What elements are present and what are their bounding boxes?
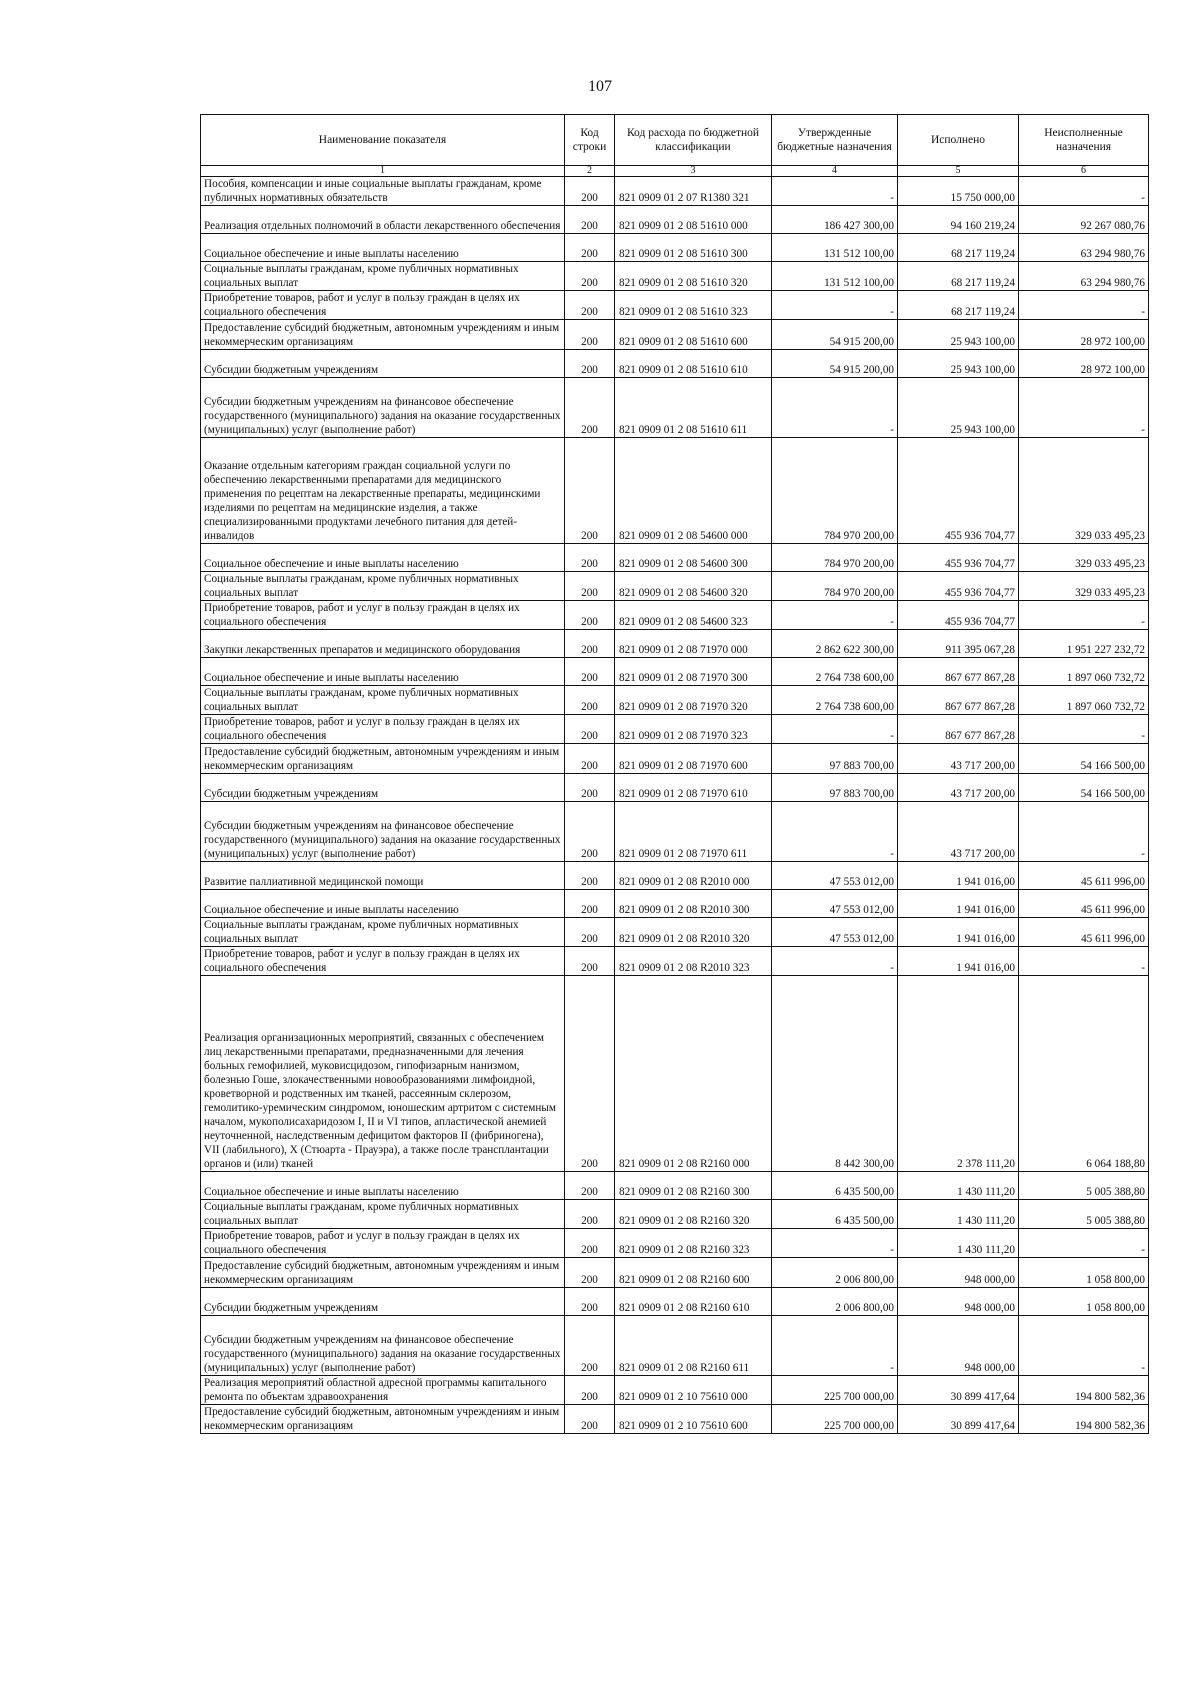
row-unexecuted: 45 611 996,00 [1019, 862, 1149, 890]
row-line-code: 200 [565, 206, 615, 234]
table-row [201, 976, 1149, 1172]
row-executed: 455 936 704,77 [898, 544, 1019, 572]
row-expense-code: 821 0909 01 2 08 54600 320 [615, 572, 772, 601]
table-row [201, 744, 1149, 774]
row-approved: 2 764 738 600,00 [772, 686, 898, 715]
row-approved: 186 427 300,00 [772, 206, 898, 234]
row-name: Социальные выплаты гражданам, кроме публичных нормативных социальных выплат [201, 686, 565, 715]
row-unexecuted: - [1019, 1229, 1149, 1258]
row-approved: 131 512 100,00 [772, 262, 898, 291]
table-row [201, 262, 1149, 291]
row-name: Пособия, компенсации и иные социальные выплаты гражданам, кроме публичных нормативных обязательств [201, 177, 565, 206]
header-unexecuted: Неисполненные назначения [1019, 115, 1149, 166]
row-line-code: 200 [565, 1316, 615, 1376]
row-approved: - [772, 715, 898, 744]
row-unexecuted: - [1019, 378, 1149, 438]
row-line-code: 200 [565, 774, 615, 802]
row-unexecuted: - [1019, 601, 1149, 630]
row-unexecuted: 1 897 060 732,72 [1019, 686, 1149, 715]
row-line-code: 200 [565, 802, 615, 862]
row-name: Предоставление субсидий бюджетным, автономным учреждениям и иным некоммерческим организациям [201, 1405, 565, 1434]
row-line-code: 200 [565, 378, 615, 438]
row-approved: 784 970 200,00 [772, 572, 898, 601]
row-expense-code: 821 0909 01 2 08 51610 600 [615, 320, 772, 350]
row-unexecuted: 28 972 100,00 [1019, 350, 1149, 378]
header-name: Наименование показателя [201, 115, 565, 166]
row-name: Реализация отдельных полномочий в области лекарственного обеспечения [201, 206, 565, 234]
table-row [201, 1405, 1149, 1434]
row-line-code: 200 [565, 715, 615, 744]
row-expense-code: 821 0909 01 2 08 R2160 000 [615, 976, 772, 1172]
row-expense-code: 821 0909 01 2 08 71970 000 [615, 630, 772, 658]
row-unexecuted: 1 058 800,00 [1019, 1258, 1149, 1288]
row-name: Социальные выплаты гражданам, кроме публичных нормативных социальных выплат [201, 1200, 565, 1229]
table-row [201, 658, 1149, 686]
row-executed: 1 430 111,20 [898, 1200, 1019, 1229]
row-line-code: 200 [565, 1288, 615, 1316]
row-expense-code: 821 0909 01 2 08 51610 611 [615, 378, 772, 438]
row-line-code: 200 [565, 572, 615, 601]
page-number: 107 [588, 78, 612, 95]
table-row [201, 918, 1149, 947]
row-unexecuted: 5 005 388,80 [1019, 1172, 1149, 1200]
table-row [201, 774, 1149, 802]
row-line-code: 200 [565, 976, 615, 1172]
row-executed: 30 899 417,64 [898, 1376, 1019, 1405]
row-name: Предоставление субсидий бюджетным, автономным учреждениям и иным некоммерческим организациям [201, 744, 565, 774]
row-expense-code: 821 0909 01 2 10 75610 000 [615, 1376, 772, 1405]
row-expense-code: 821 0909 01 2 08 R2010 000 [615, 862, 772, 890]
row-name: Социальные выплаты гражданам, кроме публичных нормативных социальных выплат [201, 918, 565, 947]
header-line-code: Код строки [565, 115, 615, 166]
row-executed: 948 000,00 [898, 1316, 1019, 1376]
row-expense-code: 821 0909 01 2 08 51610 000 [615, 206, 772, 234]
column-number: 2 [565, 166, 615, 177]
row-approved: - [772, 1316, 898, 1376]
row-executed: 30 899 417,64 [898, 1405, 1019, 1434]
row-approved: 6 435 500,00 [772, 1172, 898, 1200]
row-executed: 1 430 111,20 [898, 1172, 1019, 1200]
row-approved: - [772, 802, 898, 862]
row-expense-code: 821 0909 01 2 08 71970 600 [615, 744, 772, 774]
row-name: Развитие паллиативной медицинской помощи [201, 862, 565, 890]
table-row [201, 1376, 1149, 1405]
row-name: Предоставление субсидий бюджетным, автономным учреждениям и иным некоммерческим организациям [201, 1258, 565, 1288]
row-approved: 2 006 800,00 [772, 1258, 898, 1288]
row-name: Закупки лекарственных препаратов и медицинского оборудования [201, 630, 565, 658]
row-executed: 68 217 119,24 [898, 291, 1019, 320]
column-number-row [201, 166, 1149, 177]
row-approved: 54 915 200,00 [772, 320, 898, 350]
row-executed: 911 395 067,28 [898, 630, 1019, 658]
table-row [201, 1172, 1149, 1200]
row-line-code: 200 [565, 262, 615, 291]
table-row [201, 1258, 1149, 1288]
row-name: Социальное обеспечение и иные выплаты населению [201, 234, 565, 262]
row-executed: 455 936 704,77 [898, 572, 1019, 601]
row-executed: 1 941 016,00 [898, 862, 1019, 890]
row-executed: 948 000,00 [898, 1258, 1019, 1288]
row-expense-code: 821 0909 01 2 08 51610 323 [615, 291, 772, 320]
row-unexecuted: 329 033 495,23 [1019, 572, 1149, 601]
row-unexecuted: 194 800 582,36 [1019, 1405, 1149, 1434]
row-expense-code: 821 0909 01 2 08 R2010 323 [615, 947, 772, 976]
table-row [201, 234, 1149, 262]
row-executed: 2 378 111,20 [898, 976, 1019, 1172]
row-executed: 68 217 119,24 [898, 234, 1019, 262]
row-executed: 1 941 016,00 [898, 947, 1019, 976]
row-approved: - [772, 947, 898, 976]
row-executed: 43 717 200,00 [898, 802, 1019, 862]
row-line-code: 200 [565, 601, 615, 630]
row-line-code: 200 [565, 1376, 615, 1405]
table-row [201, 320, 1149, 350]
row-name: Субсидии бюджетным учреждениям [201, 350, 565, 378]
row-executed: 867 677 867,28 [898, 658, 1019, 686]
row-unexecuted: 1 897 060 732,72 [1019, 658, 1149, 686]
row-unexecuted: 1 058 800,00 [1019, 1288, 1149, 1316]
table-row [201, 1316, 1149, 1376]
row-line-code: 200 [565, 890, 615, 918]
table-row [201, 206, 1149, 234]
row-unexecuted: 6 064 188,80 [1019, 976, 1149, 1172]
row-unexecuted: - [1019, 715, 1149, 744]
row-line-code: 200 [565, 320, 615, 350]
row-unexecuted: 45 611 996,00 [1019, 918, 1149, 947]
row-name: Социальные выплаты гражданам, кроме публичных нормативных социальных выплат [201, 262, 565, 291]
row-expense-code: 821 0909 01 2 07 R1380 321 [615, 177, 772, 206]
row-unexecuted: - [1019, 291, 1149, 320]
row-name: Социальное обеспечение и иные выплаты населению [201, 890, 565, 918]
row-expense-code: 821 0909 01 2 08 51610 610 [615, 350, 772, 378]
row-line-code: 200 [565, 291, 615, 320]
row-line-code: 200 [565, 1405, 615, 1434]
row-approved: 2 764 738 600,00 [772, 658, 898, 686]
row-name: Реализация мероприятий областной адресной программы капитального ремонта по объектам здравоохранения [201, 1376, 565, 1405]
row-approved: - [772, 1229, 898, 1258]
table-body [201, 177, 1149, 1434]
row-approved: 225 700 000,00 [772, 1376, 898, 1405]
row-name: Приобретение товаров, работ и услуг в пользу граждан в целях их социального обеспечения [201, 1229, 565, 1258]
row-expense-code: 821 0909 01 2 08 51610 300 [615, 234, 772, 262]
row-line-code: 200 [565, 1229, 615, 1258]
row-expense-code: 821 0909 01 2 08 R2160 610 [615, 1288, 772, 1316]
row-approved: 54 915 200,00 [772, 350, 898, 378]
row-unexecuted: 63 294 980,76 [1019, 262, 1149, 291]
row-expense-code: 821 0909 01 2 08 71970 320 [615, 686, 772, 715]
table-row [201, 291, 1149, 320]
row-line-code: 200 [565, 947, 615, 976]
column-number: 3 [615, 166, 772, 177]
column-number: 1 [201, 166, 565, 177]
row-name: Субсидии бюджетным учреждениям на финансовое обеспечение государственного (муниципального) задания на оказание государственных (муниципальных) услуг (выполнение работ) [201, 802, 565, 862]
row-expense-code: 821 0909 01 2 08 71970 610 [615, 774, 772, 802]
row-unexecuted: 329 033 495,23 [1019, 544, 1149, 572]
row-approved: 2 862 622 300,00 [772, 630, 898, 658]
row-name: Субсидии бюджетным учреждениям на финансовое обеспечение государственного (муниципального) задания на оказание государственных (муниципальных) услуг (выполнение работ) [201, 1316, 565, 1376]
row-approved: - [772, 177, 898, 206]
row-line-code: 200 [565, 630, 615, 658]
table-row [201, 1200, 1149, 1229]
row-expense-code: 821 0909 01 2 08 R2010 300 [615, 890, 772, 918]
table-row [201, 802, 1149, 862]
row-unexecuted: 5 005 388,80 [1019, 1200, 1149, 1229]
row-line-code: 200 [565, 744, 615, 774]
table-row [201, 686, 1149, 715]
row-approved: 784 970 200,00 [772, 438, 898, 544]
row-executed: 1 430 111,20 [898, 1229, 1019, 1258]
row-executed: 43 717 200,00 [898, 744, 1019, 774]
row-name: Субсидии бюджетным учреждениям на финансовое обеспечение государственного (муниципального) задания на оказание государственных (муниципальных) услуг (выполнение работ) [201, 378, 565, 438]
header-approved: Утвержденные бюджетные назначения [772, 115, 898, 166]
row-executed: 15 750 000,00 [898, 177, 1019, 206]
row-line-code: 200 [565, 918, 615, 947]
table-row [201, 378, 1149, 438]
row-expense-code: 821 0909 01 2 08 54600 323 [615, 601, 772, 630]
row-name: Социальное обеспечение и иные выплаты населению [201, 1172, 565, 1200]
row-line-code: 200 [565, 862, 615, 890]
row-name: Социальные выплаты гражданам, кроме публичных нормативных социальных выплат [201, 572, 565, 601]
row-approved: 97 883 700,00 [772, 744, 898, 774]
row-approved: 131 512 100,00 [772, 234, 898, 262]
row-name: Социальное обеспечение и иные выплаты населению [201, 544, 565, 572]
row-line-code: 200 [565, 686, 615, 715]
table-row [201, 544, 1149, 572]
row-executed: 68 217 119,24 [898, 262, 1019, 291]
table-row [201, 350, 1149, 378]
row-executed: 1 941 016,00 [898, 918, 1019, 947]
row-name: Субсидии бюджетным учреждениям [201, 1288, 565, 1316]
row-line-code: 200 [565, 350, 615, 378]
row-expense-code: 821 0909 01 2 08 71970 323 [615, 715, 772, 744]
row-line-code: 200 [565, 234, 615, 262]
row-approved: 225 700 000,00 [772, 1405, 898, 1434]
row-line-code: 200 [565, 1200, 615, 1229]
row-unexecuted: 63 294 980,76 [1019, 234, 1149, 262]
row-unexecuted: 28 972 100,00 [1019, 320, 1149, 350]
row-name: Социальное обеспечение и иные выплаты населению [201, 658, 565, 686]
row-executed: 25 943 100,00 [898, 320, 1019, 350]
row-approved: 97 883 700,00 [772, 774, 898, 802]
row-executed: 1 941 016,00 [898, 890, 1019, 918]
row-unexecuted: - [1019, 802, 1149, 862]
table-row [201, 890, 1149, 918]
row-approved: - [772, 378, 898, 438]
row-executed: 455 936 704,77 [898, 438, 1019, 544]
row-executed: 948 000,00 [898, 1288, 1019, 1316]
row-name: Оказание отдельным категориям граждан социальной услуги по обеспечению лекарственными препаратами для медицинского применения по рецептам на лекарственные препараты, медицинскими изделиями по рецептам на медицинские изделия, а также специализированными продуктами лечебного питания для детей-инвалидов [201, 438, 565, 544]
column-number: 5 [898, 166, 1019, 177]
row-executed: 455 936 704,77 [898, 601, 1019, 630]
row-line-code: 200 [565, 658, 615, 686]
row-expense-code: 821 0909 01 2 08 R2160 611 [615, 1316, 772, 1376]
header-expense-code: Код расхода по бюджетной классификации [615, 115, 772, 166]
row-approved: 47 553 012,00 [772, 918, 898, 947]
table-row [201, 862, 1149, 890]
row-unexecuted: - [1019, 1316, 1149, 1376]
row-line-code: 200 [565, 177, 615, 206]
column-number: 4 [772, 166, 898, 177]
row-line-code: 200 [565, 1258, 615, 1288]
header-executed: Исполнено [898, 115, 1019, 166]
row-approved: 2 006 800,00 [772, 1288, 898, 1316]
row-expense-code: 821 0909 01 2 08 71970 611 [615, 802, 772, 862]
row-line-code: 200 [565, 544, 615, 572]
row-approved: 47 553 012,00 [772, 890, 898, 918]
row-name: Приобретение товаров, работ и услуг в пользу граждан в целях их социального обеспечения [201, 291, 565, 320]
row-expense-code: 821 0909 01 2 08 R2160 600 [615, 1258, 772, 1288]
row-expense-code: 821 0909 01 2 08 R2160 323 [615, 1229, 772, 1258]
column-number: 6 [1019, 166, 1149, 177]
row-expense-code: 821 0909 01 2 08 71970 300 [615, 658, 772, 686]
row-executed: 867 677 867,28 [898, 686, 1019, 715]
row-name: Субсидии бюджетным учреждениям [201, 774, 565, 802]
row-expense-code: 821 0909 01 2 10 75610 600 [615, 1405, 772, 1434]
row-name: Приобретение товаров, работ и услуг в пользу граждан в целях их социального обеспечения [201, 601, 565, 630]
budget-execution-table [200, 114, 1149, 1434]
table-row [201, 715, 1149, 744]
row-line-code: 200 [565, 1172, 615, 1200]
row-name: Реализация организационных мероприятий, связанных с обеспечением лиц лекарственными препаратами, предназначенными для лечения больных гемофилией, муковисцидозом, гипофизарным нанизмом, болезнью Гоше, злокачественными новообразованиями лимфоидной, кроветворной и родственных им тканей, рассеянным склерозом, гемолитико-уремическим синдромом, юношеским артритом с системным началом, мукополисахаридозом I, II и VI типов, апластической анемией неуточненной, наследственным дефицитом факторов II (фибриногена), VII (лабильного), X (Стюарта - Прауэра), а также после трансплантации органов и (или) тканей [201, 976, 565, 1172]
row-unexecuted: - [1019, 177, 1149, 206]
row-executed: 25 943 100,00 [898, 350, 1019, 378]
row-executed: 94 160 219,24 [898, 206, 1019, 234]
row-executed: 25 943 100,00 [898, 378, 1019, 438]
row-approved: 8 442 300,00 [772, 976, 898, 1172]
row-name: Приобретение товаров, работ и услуг в пользу граждан в целях их социального обеспечения [201, 947, 565, 976]
row-unexecuted: 54 166 500,00 [1019, 774, 1149, 802]
row-approved: - [772, 291, 898, 320]
row-unexecuted: 54 166 500,00 [1019, 744, 1149, 774]
row-unexecuted: 92 267 080,76 [1019, 206, 1149, 234]
row-unexecuted: - [1019, 947, 1149, 976]
row-line-code: 200 [565, 438, 615, 544]
row-unexecuted: 45 611 996,00 [1019, 890, 1149, 918]
row-expense-code: 821 0909 01 2 08 R2160 300 [615, 1172, 772, 1200]
row-name: Предоставление субсидий бюджетным, автономным учреждениям и иным некоммерческим организациям [201, 320, 565, 350]
table-row [201, 630, 1149, 658]
table-row [201, 572, 1149, 601]
row-executed: 43 717 200,00 [898, 774, 1019, 802]
table-row [201, 1229, 1149, 1258]
row-expense-code: 821 0909 01 2 08 R2160 320 [615, 1200, 772, 1229]
row-approved: 6 435 500,00 [772, 1200, 898, 1229]
table-row [201, 1288, 1149, 1316]
table-row [201, 177, 1149, 206]
row-unexecuted: 329 033 495,23 [1019, 438, 1149, 544]
table-row [201, 601, 1149, 630]
row-executed: 867 677 867,28 [898, 715, 1019, 744]
row-approved: 47 553 012,00 [772, 862, 898, 890]
row-expense-code: 821 0909 01 2 08 R2010 320 [615, 918, 772, 947]
row-approved: - [772, 601, 898, 630]
table-row [201, 947, 1149, 976]
row-expense-code: 821 0909 01 2 08 51610 320 [615, 262, 772, 291]
row-approved: 784 970 200,00 [772, 544, 898, 572]
row-unexecuted: 194 800 582,36 [1019, 1376, 1149, 1405]
header-row [201, 115, 1149, 166]
row-expense-code: 821 0909 01 2 08 54600 300 [615, 544, 772, 572]
table-row [201, 438, 1149, 544]
row-expense-code: 821 0909 01 2 08 54600 000 [615, 438, 772, 544]
row-unexecuted: 1 951 227 232,72 [1019, 630, 1149, 658]
row-name: Приобретение товаров, работ и услуг в пользу граждан в целях их социального обеспечения [201, 715, 565, 744]
